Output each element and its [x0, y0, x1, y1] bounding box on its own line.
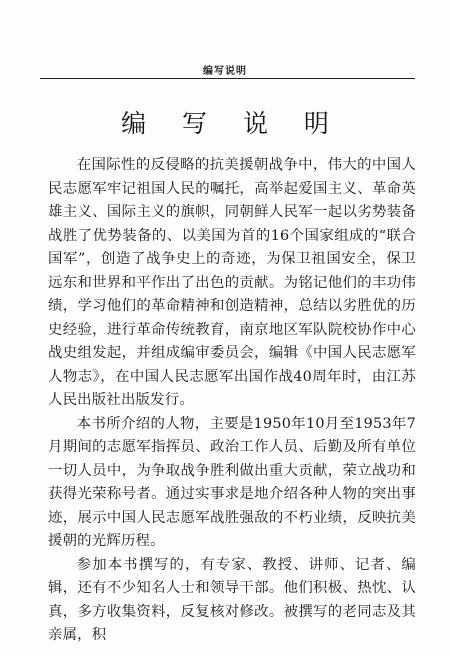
paragraph-2: 本书所介绍的人物，主要是1950年10月至1953年7月期间的志愿军指挥员、政治工作人员、后勤及所有单位一切人员中，为争取战争胜利做出重大贡献，荣立战功和获得光荣称号者。通过实事求是地介绍各种人物的突出事迹，展示中国人民志愿军战胜强敌的不朽业绩，反映抗美援朝的光辉历程。 — [48, 415, 416, 549]
paragraph-1: 在国际性的反侵略的抗美援朝战争中，伟大的中国人民志愿军牢记祖国人民的嘱托，高举起爱国主义、革命英雄主义、国际主义的旗帜，同朝鲜人民军一起以劣势装备战胜了优势装备的、以美国为首的16个国家组成的“联合国军”，创造了战争史上的奇迹，为保卫祖国安全，保卫远东和世界和平作出了出色的贡献。为铭记他们的丰功伟绩，学习他们的革命精神和创造精神，总结以劣胜优的历史经验，进行革命传统教育，南京地区军队院校协作中心战史组发起，并组成编审委员会，编辑《中国人民志愿军人物志》，在中国人民志愿军出国作战40周年时，由江苏人民出版社出版发行。 — [48, 157, 416, 408]
page-title: 编 写 说 明 — [121, 109, 343, 138]
paragraph-3: 参加本书撰写的，有专家、教授、讲师、记者、编辑，还有不少知名人士和领导干部。他们积极、热忱、认真，多方收集资料，反复核对修改。被撰写的老同志及其亲属，积 — [48, 556, 416, 643]
header-rule — [40, 78, 415, 79]
body-text — [48, 154, 416, 648]
running-head: 编写说明 — [203, 66, 247, 77]
